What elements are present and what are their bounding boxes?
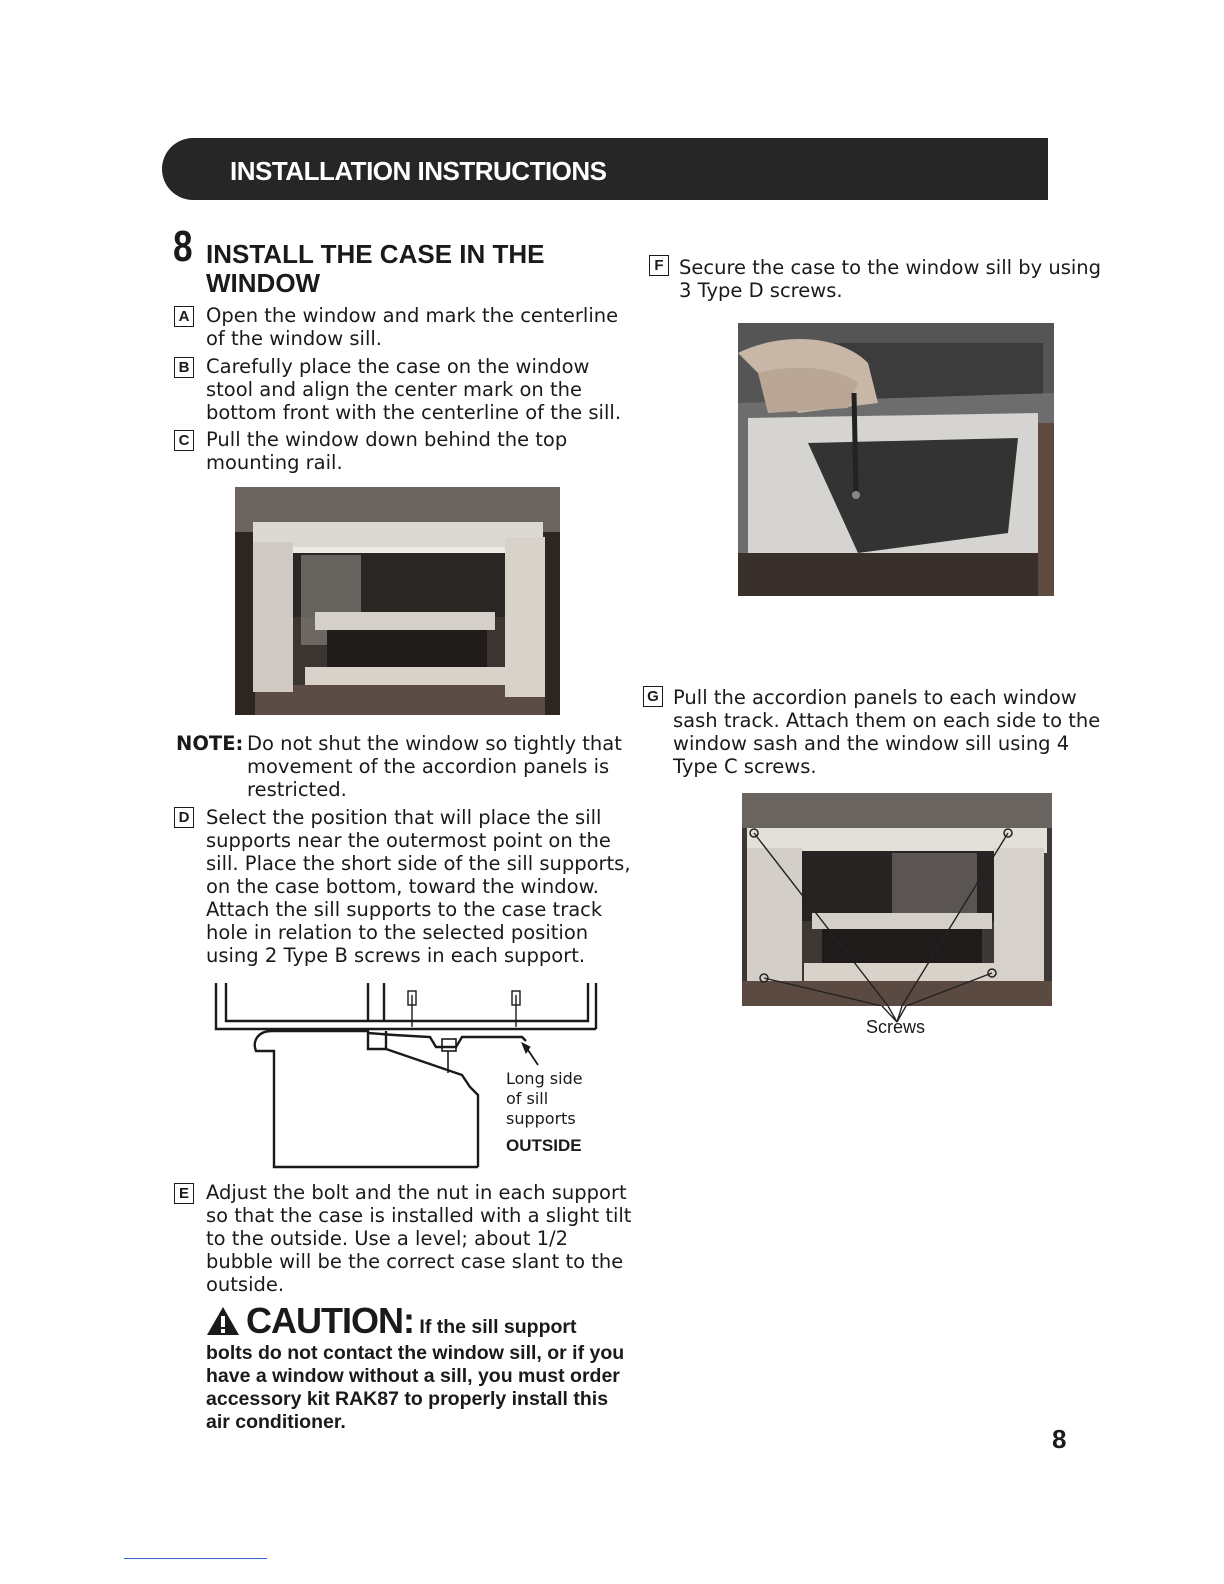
warning-triangle-icon	[206, 1306, 240, 1342]
screws-caption: Screws	[866, 1017, 926, 1037]
accordion-panels-photo	[742, 793, 1052, 1006]
item-b-text: Carefully place the case on the window stool and align the center mark on the bottom front with the centerline of the sill.	[206, 355, 622, 424]
caution-heading: CAUTION:	[246, 1300, 414, 1341]
caution-text: bolts do not contact the window sill, or if you have a window without a sill, you must order accessory kit RAK87 to properly install this air conditioner.	[206, 1342, 625, 1433]
case-in-window-photo	[235, 487, 560, 715]
caution-block	[206, 1300, 636, 1434]
item-e-marker: E	[174, 1183, 194, 1204]
item-a-text: Open the window and mark the centerline of the window sill.	[206, 304, 619, 350]
page-number: 8	[1052, 1424, 1067, 1454]
diagram-label-line-2: of sill	[506, 1089, 549, 1108]
item-d-text: Select the position that will place the sill supports near the outermost point on the sill. Place the short side of the sill supports, on the case bottom, toward the window. Attach the sill supports to the case track hole in relation to the selected position using 2 Type B screws in each support.	[206, 806, 631, 967]
caution-lead: If the sill support	[419, 1316, 577, 1338]
section-title: INSTALLATION INSTRUCTIONS	[230, 156, 607, 186]
step-number: 8	[173, 222, 193, 271]
section-header-bar	[162, 138, 1048, 200]
item-c-text: Pull the window down behind the top mounting rail.	[206, 428, 568, 474]
item-g-text: Pull the accordion panels to each window sash track. Attach them on each side to the window sash and the window sill using 4 Type C screws.	[673, 686, 1101, 778]
item-d-marker: D	[174, 807, 194, 828]
diagram-label-line-1: Long side	[506, 1069, 583, 1088]
item-g-marker: G	[643, 686, 663, 707]
footer-rule	[124, 1558, 267, 1559]
item-b-marker: B	[174, 357, 194, 378]
item-a-marker: A	[174, 306, 194, 327]
item-f-marker: F	[649, 255, 669, 276]
item-c-marker: C	[174, 430, 194, 451]
step-title: INSTALL THE CASE IN THE WINDOW	[206, 239, 545, 298]
note-label: NOTE:	[176, 732, 244, 755]
diagram-label-line-3: supports	[506, 1109, 576, 1128]
note-text: Do not shut the window so tightly that movement of the accordion panels is restricted.	[247, 732, 622, 801]
item-e-text: Adjust the bolt and the nut in each support so that the case is installed with a slight tilt to the outside. Use a level; about 1/2 bubble will be the correct case slant to the outside.	[206, 1181, 632, 1296]
diagram-label-outside: OUTSIDE	[506, 1136, 582, 1155]
securing-case-photo	[738, 323, 1054, 596]
item-f-text: Secure the case to the window sill by using 3 Type D screws.	[679, 256, 1102, 302]
diagram-label-long-side	[506, 1069, 583, 1129]
